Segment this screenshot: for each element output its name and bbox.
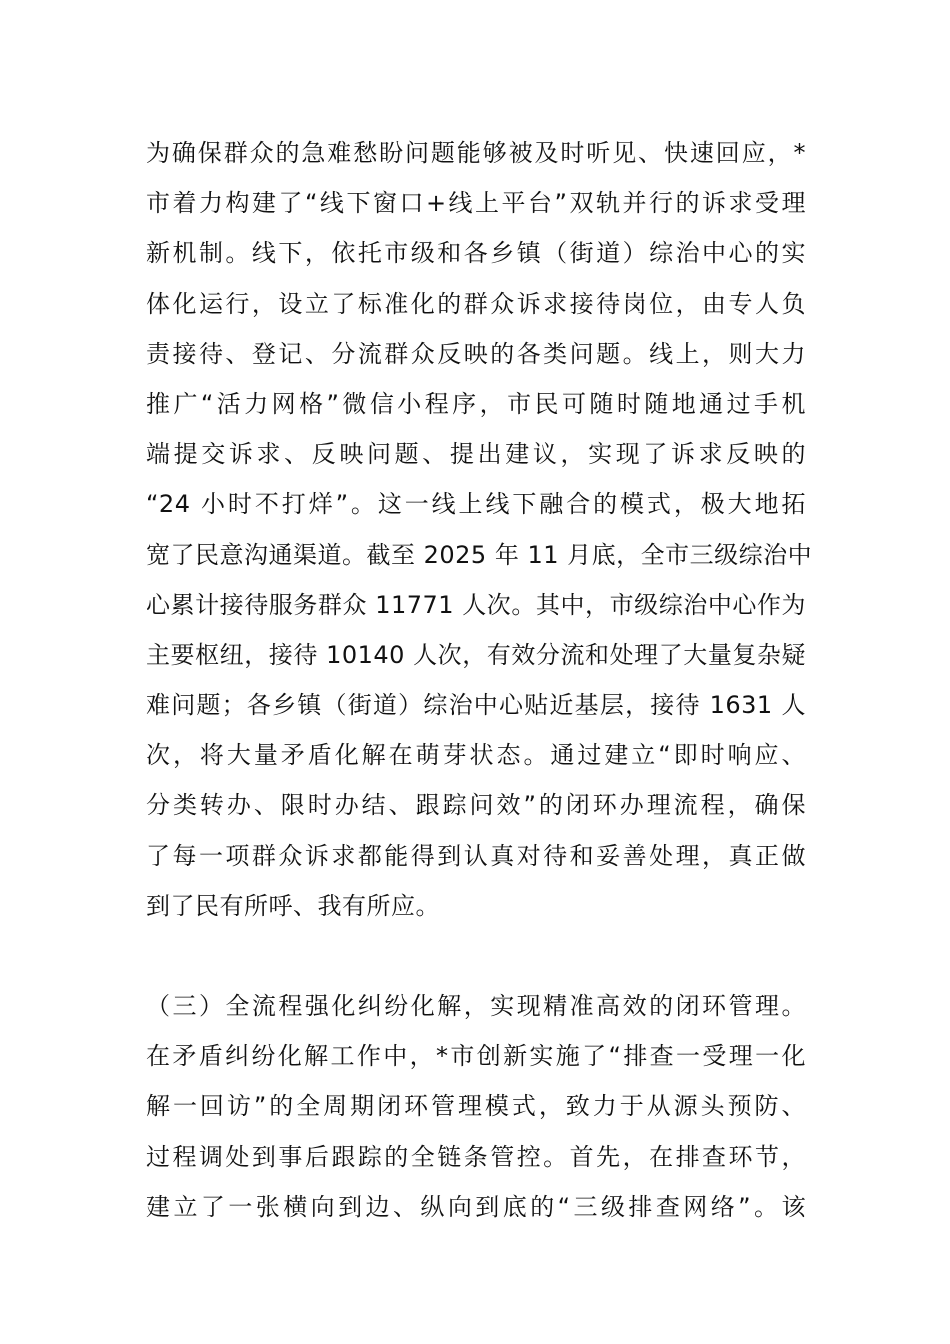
text-line: （三）全流程强化纠纷化解，实现精准高效的闭环管理。 (146, 992, 806, 1020)
text-line: 到了民有所呼、我有所应。 (146, 891, 440, 920)
text-line: “24 小时不打烊”。这一线上线下融合的模式，极大地拓 (146, 490, 806, 519)
text-line: 分类转办、限时办结、跟踪问效”的闭环办理流程，确保 (146, 791, 806, 820)
text-line: 过程调处到事后跟踪的全链条管控。首先，在排查环节， (146, 1142, 806, 1171)
text-line: 体化运行，设立了标准化的群众诉求接待岗位，由专人负 (146, 289, 806, 318)
text-line: 推广“活力网格”微信小程序，市民可随时随地通过手机 (146, 389, 806, 418)
paragraph-claims-mechanism (146, 128, 813, 931)
text-line: 了每一项群众诉求都能得到认真对待和妥善处理，真正做 (146, 841, 806, 870)
paragraph-gap (146, 931, 806, 981)
text-line: 次，将大量矛盾化解在萌芽状态。通过建立“即时响应、 (146, 741, 806, 770)
text-line: 主要枢纽，接待 10140 人次，有效分流和处理了大量复杂疑 (146, 640, 806, 669)
text-line: 端提交诉求、反映问题、提出建议，实现了诉求反映的 (146, 440, 806, 469)
text-line: 责接待、登记、分流群众反映的各类问题。线上，则大力 (146, 339, 806, 368)
document-page (146, 128, 813, 1232)
text-line: 难问题；各乡镇（街道）综治中心贴近基层，接待 1631 人 (146, 691, 806, 720)
paragraph-dispute-resolution (146, 981, 806, 1232)
text-line: 建立了一张横向到边、纵向到底的“三级排查网络”。该 (146, 1192, 806, 1221)
text-line: 在矛盾纠纷化解工作中，*市创新实施了“排查一受理一化 (146, 1042, 806, 1071)
text-line: 心累计接待服务群众 11771 人次。其中，市级综治中心作为 (146, 590, 806, 619)
text-line: 解一回访”的全周期闭环管理模式，致力于从源头预防、 (146, 1092, 806, 1121)
text-line: 市着力构建了“线下窗口+线上平台”双轨并行的诉求受理 (146, 189, 806, 218)
text-line: 新机制。线下，依托市级和各乡镇（街道）综治中心的实 (146, 239, 806, 268)
text-line: 为确保群众的急难愁盼问题能够被及时听见、快速回应，* (146, 139, 806, 167)
text-line: 宽了民意沟通渠道。截至 2025 年 11 月底，全市三级综治中 (146, 540, 813, 569)
